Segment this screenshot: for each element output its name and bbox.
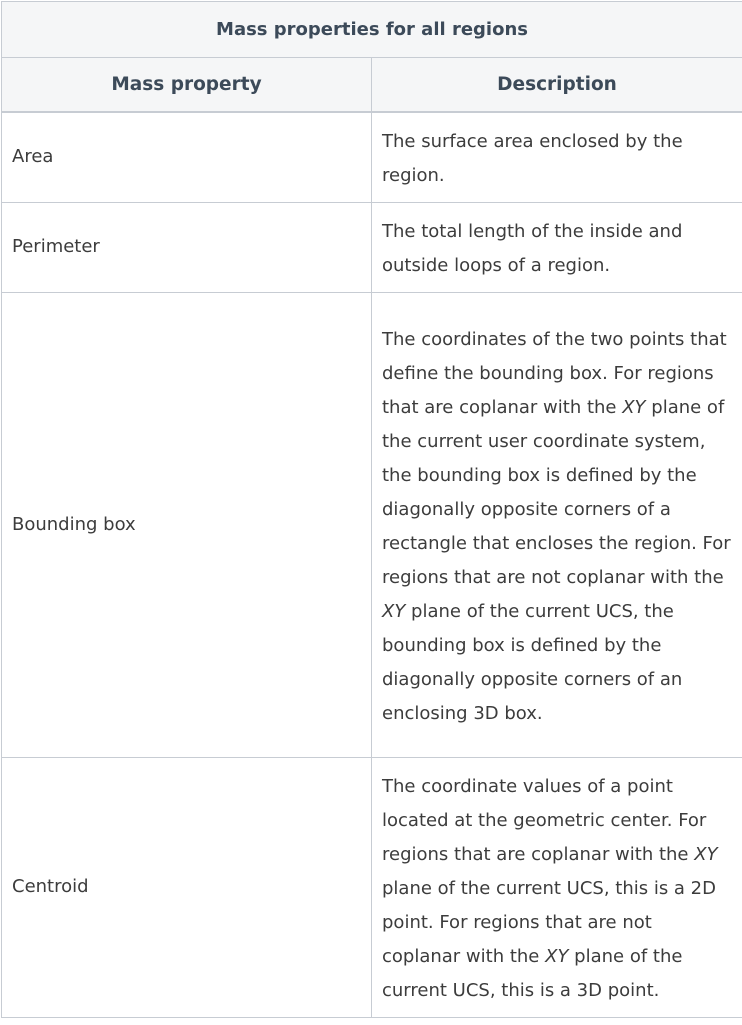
table-row-bounding-box (2, 292, 742, 757)
property-cell: Centroid (2, 757, 372, 1017)
description-cell (372, 292, 742, 757)
description-text: plane of the current user coordinate system, the bounding box is defined by the diagonally opposite corners of a rectangle that encloses the region. For regions that are not coplanar with the (382, 397, 731, 588)
description-text: The coordinates of the two points that define the bounding box. For regions that are coplanar with the (382, 329, 727, 418)
description-text: plane of the current UCS, this is a 3D point. (382, 946, 682, 1001)
table-row-centroid (2, 757, 742, 1017)
description-text: The coordinate values of a point located at the geometric center. For regions that are coplanar with the (382, 776, 706, 865)
description-text: The surface area enclosed by the region. (382, 131, 683, 186)
table-row-area (2, 112, 742, 202)
header-row (2, 58, 742, 113)
description-text: plane of the current UCS, the bounding box is defined by the diagonally opposite corners of an enclosing 3D box. (382, 601, 682, 724)
table-title-row (2, 2, 742, 58)
header-mass-property: Mass property (2, 58, 372, 113)
italic-text: XY (694, 844, 717, 865)
description-cell (372, 757, 742, 1017)
description-cell (372, 112, 742, 202)
mass-properties-table (1, 1, 742, 1018)
property-cell: Bounding box (2, 292, 372, 757)
table-title: Mass properties for all regions (2, 2, 742, 58)
italic-text: XY (382, 601, 405, 622)
italic-text: XY (545, 946, 568, 967)
description-cell (372, 202, 742, 292)
table-row-perimeter (2, 202, 742, 292)
property-cell: Area (2, 112, 372, 202)
description-text: The total length of the inside and outside loops of a region. (382, 221, 682, 276)
description-text: plane of the current UCS, this is a 2D point. For regions that are not coplanar with the (382, 878, 716, 967)
italic-text: XY (622, 397, 645, 418)
header-description: Description (372, 58, 742, 113)
property-cell: Perimeter (2, 202, 372, 292)
